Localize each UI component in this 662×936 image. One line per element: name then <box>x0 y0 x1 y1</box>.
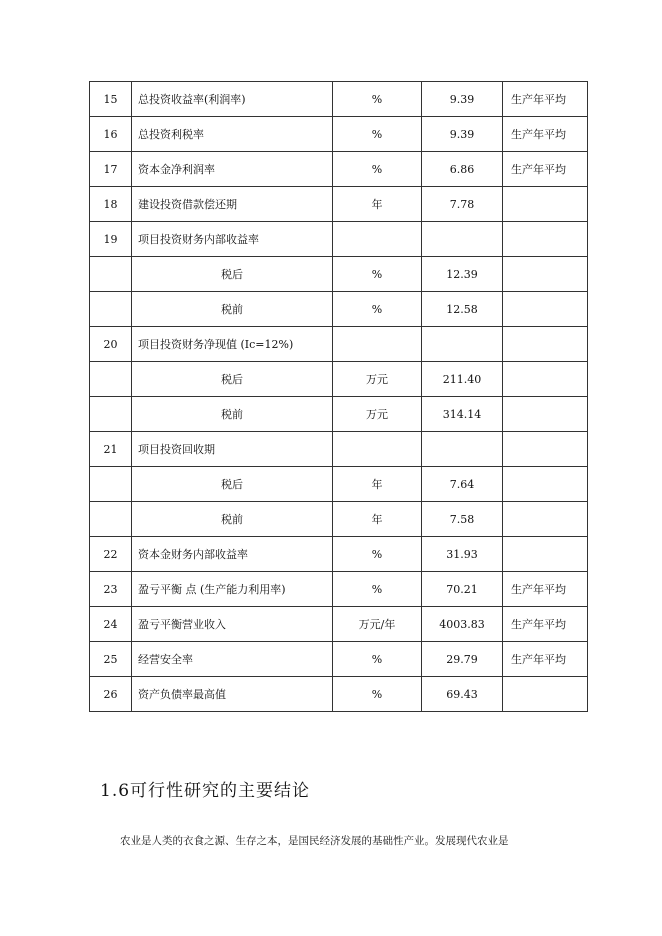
row-number: 21 <box>90 432 132 467</box>
unit-cell: % <box>333 642 422 677</box>
table-row <box>90 257 588 292</box>
table-row <box>90 292 588 327</box>
row-number: 23 <box>90 572 132 607</box>
indicator-name: 资本金财务内部收益率 <box>132 537 333 572</box>
indicator-name: 项目投资财务内部收益率 <box>132 222 333 257</box>
unit-cell: 万元 <box>333 397 422 432</box>
table-row <box>90 677 588 712</box>
unit-cell: 万元 <box>333 362 422 397</box>
value-cell <box>422 327 503 362</box>
table-row <box>90 502 588 537</box>
note-cell: 生产年平均 <box>503 642 588 677</box>
indicator-name: 税后 <box>132 467 333 502</box>
indicator-name: 总投资收益率(利润率) <box>132 82 333 117</box>
body-paragraph: 农业是人类的衣食之源、生存之本，是国民经济发展的基础性产业。发展现代农业是 <box>120 835 509 847</box>
table-row <box>90 362 588 397</box>
indicator-name: 税前 <box>132 397 333 432</box>
value-cell: 7.58 <box>422 502 503 537</box>
value-cell: 211.40 <box>422 362 503 397</box>
note-cell <box>503 362 588 397</box>
unit-cell <box>333 432 422 467</box>
value-cell: 9.39 <box>422 117 503 152</box>
table-row <box>90 187 588 222</box>
value-cell: 12.39 <box>422 257 503 292</box>
row-number: 17 <box>90 152 132 187</box>
table-row <box>90 222 588 257</box>
table-row <box>90 607 588 642</box>
note-cell <box>503 537 588 572</box>
note-cell <box>503 397 588 432</box>
note-cell: 生产年平均 <box>503 607 588 642</box>
value-cell: 6.86 <box>422 152 503 187</box>
note-cell: 生产年平均 <box>503 572 588 607</box>
table-row <box>90 537 588 572</box>
indicator-name: 经营安全率 <box>132 642 333 677</box>
note-cell: 生产年平均 <box>503 82 588 117</box>
row-number: 19 <box>90 222 132 257</box>
indicator-name: 项目投资财务净现值 (Ic=12%) <box>132 327 333 362</box>
row-number <box>90 292 132 327</box>
indicator-name: 税前 <box>132 292 333 327</box>
indicator-name: 项目投资回收期 <box>132 432 333 467</box>
unit-cell: % <box>333 292 422 327</box>
table-row <box>90 152 588 187</box>
note-cell <box>503 257 588 292</box>
table-row <box>90 467 588 502</box>
row-number <box>90 362 132 397</box>
table-body <box>90 82 588 712</box>
row-number: 18 <box>90 187 132 222</box>
row-number: 20 <box>90 327 132 362</box>
indicator-name: 资产负债率最高值 <box>132 677 333 712</box>
value-cell <box>422 222 503 257</box>
unit-cell <box>333 327 422 362</box>
row-number <box>90 502 132 537</box>
unit-cell: % <box>333 257 422 292</box>
indicator-name: 税后 <box>132 257 333 292</box>
row-number: 26 <box>90 677 132 712</box>
row-number <box>90 467 132 502</box>
unit-cell <box>333 222 422 257</box>
indicator-name: 总投资利税率 <box>132 117 333 152</box>
unit-cell: 万元/年 <box>333 607 422 642</box>
unit-cell: % <box>333 117 422 152</box>
value-cell: 12.58 <box>422 292 503 327</box>
row-number: 15 <box>90 82 132 117</box>
indicator-name: 税后 <box>132 362 333 397</box>
unit-cell: % <box>333 82 422 117</box>
value-cell: 69.43 <box>422 677 503 712</box>
unit-cell: 年 <box>333 502 422 537</box>
table-row <box>90 82 588 117</box>
indicator-name: 盈亏平衡营业收入 <box>132 607 333 642</box>
note-cell <box>503 502 588 537</box>
value-cell: 9.39 <box>422 82 503 117</box>
note-cell: 生产年平均 <box>503 117 588 152</box>
table-row <box>90 432 588 467</box>
indicator-name: 资本金净利润率 <box>132 152 333 187</box>
value-cell <box>422 432 503 467</box>
unit-cell: % <box>333 152 422 187</box>
indicator-name: 税前 <box>132 502 333 537</box>
unit-cell: % <box>333 677 422 712</box>
row-number <box>90 257 132 292</box>
table-row <box>90 572 588 607</box>
value-cell: 70.21 <box>422 572 503 607</box>
value-cell: 314.14 <box>422 397 503 432</box>
note-cell <box>503 222 588 257</box>
indicator-name: 建设投资借款偿还期 <box>132 187 333 222</box>
note-cell: 生产年平均 <box>503 152 588 187</box>
note-cell <box>503 432 588 467</box>
value-cell: 29.79 <box>422 642 503 677</box>
note-cell <box>503 187 588 222</box>
value-cell: 7.64 <box>422 467 503 502</box>
note-cell <box>503 677 588 712</box>
row-number: 25 <box>90 642 132 677</box>
value-cell: 4003.83 <box>422 607 503 642</box>
table-row <box>90 117 588 152</box>
row-number: 16 <box>90 117 132 152</box>
indicator-name: 盈亏平衡 点 (生产能力利用率) <box>132 572 333 607</box>
unit-cell: % <box>333 572 422 607</box>
unit-cell: % <box>333 537 422 572</box>
note-cell <box>503 467 588 502</box>
table-row <box>90 327 588 362</box>
note-cell <box>503 292 588 327</box>
note-cell <box>503 327 588 362</box>
unit-cell: 年 <box>333 467 422 502</box>
value-cell: 31.93 <box>422 537 503 572</box>
table-row <box>90 397 588 432</box>
row-number <box>90 397 132 432</box>
section-heading: 1.6可行性研究的主要结论 <box>100 781 311 801</box>
row-number: 24 <box>90 607 132 642</box>
value-cell: 7.78 <box>422 187 503 222</box>
unit-cell: 年 <box>333 187 422 222</box>
row-number: 22 <box>90 537 132 572</box>
financial-indicator-table <box>89 81 588 712</box>
table-row <box>90 642 588 677</box>
